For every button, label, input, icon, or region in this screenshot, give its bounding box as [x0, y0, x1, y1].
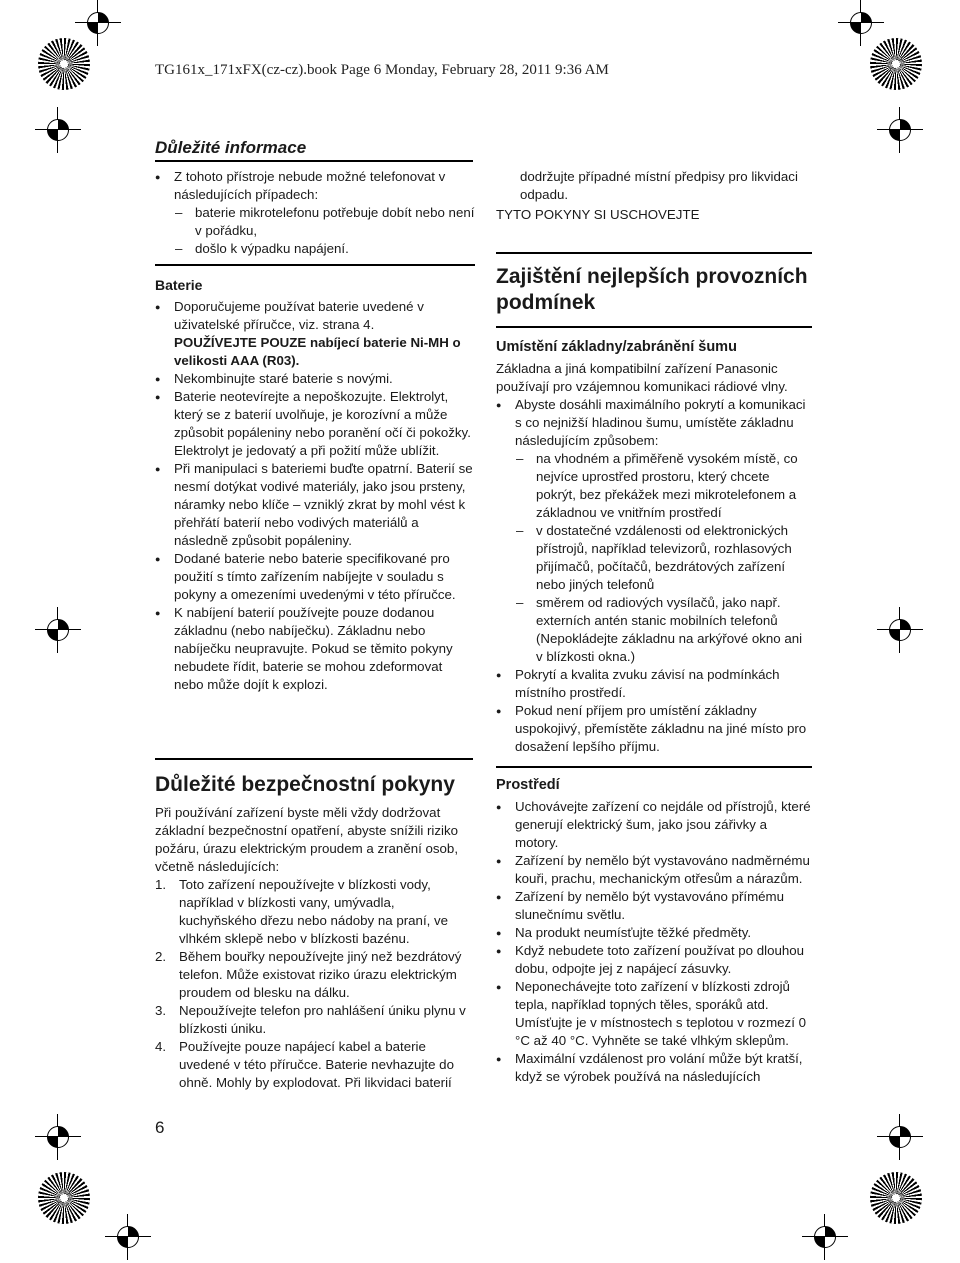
left-column — [155, 168, 475, 694]
list-item: ● Zařízení by nemělo být vystavováno přímému slunečnímu světlu. — [496, 888, 812, 924]
item-number: 3. — [155, 1003, 167, 1018]
item-text: Během bouřky nepoužívejte jiný než bezdrátový telefon. Může existovat riziko úrazu elektrickým proudem od blesku na dálku. — [179, 949, 462, 1000]
list-item: POUŽÍVEJTE POUZE nabíjecí baterie Ni-MH o velikosti AAA (R03). — [174, 335, 461, 368]
list-item: ● Při manipulaci s bateriemi buďte opatrní. Baterií se nesmí dotýkat vodivé materiály, jako jsou prsteny, náramky nebo klíče – vzniklý zkrat by mohl vést k přehřátí baterií nebo vodivých materiálů a následně způsobit popáleniny. — [155, 460, 475, 550]
registration-mark-icon — [113, 1222, 143, 1252]
safety-heading: Důležité bezpečnostní pokyny — [155, 773, 455, 796]
environment-heading: Prostředí — [496, 777, 560, 793]
color-star-target-icon — [38, 38, 90, 90]
registration-mark-icon — [885, 115, 915, 145]
registration-mark-icon — [43, 615, 73, 645]
list-item — [155, 948, 475, 1002]
item-text: Nepoužívejte telefon pro nahlášení úniku plynu v blízkosti úniku. — [179, 1003, 466, 1036]
battery-heading: Baterie — [155, 277, 203, 293]
list-item: ● Pokrytí a kvalita zvuku závisí na podmínkách místního prostředí. — [496, 666, 812, 702]
section-rule — [155, 758, 473, 760]
registration-mark-icon — [846, 8, 876, 38]
section-rule — [496, 326, 812, 328]
list-item: ● Na produkt neumísťujte těžké předměty. — [496, 924, 812, 942]
item-text: Používejte pouze napájecí kabel a baterie uvedené v této příručce. Baterie nevhazujte do ohně. Mohly by explodovat. Při likvidaci baterií — [179, 1039, 454, 1090]
list-item: – směrem od radiových vysílačů, jako např. externích antén stanic mobilních telefonů (Nepokládejte základnu na arkýřové okno ani v blízkosti okna.) — [496, 594, 812, 666]
item-number: 1. — [155, 877, 167, 892]
list-item: – došlo k výpadku napájení. — [155, 240, 475, 258]
registration-mark-icon — [43, 115, 73, 145]
list-item: ● Když nebudete toto zařízení používat po dlouhou dobu, odpojte jej z napájecí zásuvky. — [496, 942, 812, 978]
color-star-target-icon — [38, 1172, 90, 1224]
registration-mark-icon — [885, 1122, 915, 1152]
list-item: ● Zařízení by nemělo být vystavováno nadměrnému kouři, prachu, mechanickým otřesům a nárazům. — [496, 852, 812, 888]
list-item: – v dostatečné vzdálenosti od elektronických přístrojů, například televizorů, rozhlasových přijímačů, počítačů, bezdrátových zařízení nebo jiných telefonů — [496, 522, 812, 594]
list-item — [155, 1038, 475, 1092]
list-item: ● Maximální vzdálenost pro volání může být kratší, když se výrobek používá na následujících — [496, 1050, 812, 1086]
divider — [155, 264, 475, 266]
registration-mark-icon — [810, 1222, 840, 1252]
list-item: – na vhodném a přiměřeně vysokém místě, co nejvíce uprostřed prostoru, který chcete pokrýt, bez překážek mezi mikrotelefonem a základnou ve vnitřním prostředí — [496, 450, 812, 522]
item-number: 2. — [155, 949, 167, 964]
item-number: 4. — [155, 1039, 167, 1054]
section-rule — [155, 160, 473, 162]
safety-section — [155, 772, 475, 1092]
list-item: – baterie mikrotelefonu potřebuje dobít nebo není v pořádku, — [155, 204, 475, 240]
safety-intro: Při používání zařízení byste měli vždy dodržovat základní bezpečnostní opatření, abyste snížili riziko požáru, úrazu elektrickým proudem a zranění osob, včetně následujících: — [155, 805, 459, 874]
list-item: ● Abyste dosáhli maximálního pokrytí a komunikaci s co nejnižší hladinou šumu, umístěte základnu následujícím způsobem: — [496, 396, 812, 450]
list-item: ● Nekombinujte staré baterie s novými. — [155, 370, 475, 388]
list-item — [155, 876, 475, 948]
keep-instructions: TYTO POKYNY SI USCHOVEJTE — [496, 207, 700, 222]
page-number: 6 — [155, 1118, 165, 1137]
list-item — [155, 1002, 475, 1038]
section-title-important: Důležité informace — [155, 138, 307, 157]
list-item: ● Uchovávejte zařízení co nejdále od přístrojů, které generují elektrický šum, jako jsou zářivky a motory. — [496, 798, 812, 852]
color-star-target-icon — [870, 1172, 922, 1224]
registration-mark-icon — [83, 8, 113, 38]
list-item: ● Dodané baterie nebo baterie specifikované pro použití s tímto zařízením nabíjejte v souladu s pokyny a omezeními uvedenými v této příručce. — [155, 550, 475, 604]
continuation-text: dodržujte případné místní předpisy pro likvidaci odpadu. — [520, 169, 798, 202]
operating-conditions-heading: Zajištění nejlepších provozních podmínek — [496, 265, 808, 314]
section-rule — [496, 766, 812, 768]
item-text: Toto zařízení nepoužívejte v blízkosti vody, například v blízkosti vany, umývadla, kuchyňského dřezu nebo nádoby na praní, ve vlhkém sklepě nebo v blízkosti bazénu. — [179, 877, 449, 946]
color-star-target-icon — [870, 38, 922, 90]
section-rule — [496, 252, 812, 254]
registration-mark-icon — [885, 615, 915, 645]
list-item: ● K nabíjení baterií používejte pouze dodanou základnu (nebo nabíječku). Základnu nebo nabíječku neupravujte. Pokud se těmito pokyny nebudete řídit, baterie se mohou zdeformovat nebo může dojít k explozi. — [155, 604, 475, 694]
placement-heading: Umístění základny/zabránění šumu — [496, 339, 737, 355]
print-header: TG161x_171xFX(cz-cz).book Page 6 Monday, February 28, 2011 9:36 AM — [155, 62, 609, 78]
list-item: ● Baterie neotevírejte a nepoškozujte. Elektrolyt, který se z baterií uvolňuje, je korozívní a může způsobit popáleniny nebo poranění očí či pokožky. Elektrolyt je jedovatý a při požití může ublížit. — [155, 388, 475, 460]
right-column — [496, 168, 812, 1086]
list-item: ● Neponechávejte toto zařízení v blízkosti zdrojů tepla, například topných těles, sporáků atd. Umísťujte je v místnostech s teplotou v rozmezí 0 °C až 40 °C. Vyhněte se také vlhkým sklepům. — [496, 978, 812, 1050]
placement-intro: Základna a jiná kompatibilní zařízení Panasonic používají pro vzájemnou komunikaci rádiové vlny. — [496, 361, 788, 394]
list-item: ● Pokud není příjem pro umístění základny uspokojivý, přemístěte základnu na jiné místo pro dosažení lepšího příjmu. — [496, 702, 812, 756]
registration-mark-icon — [43, 1122, 73, 1152]
list-item: ● Z tohoto přístroje nebude možné telefonovat v následujících případech: — [155, 168, 475, 204]
list-item: ● Doporučujeme používat baterie uvedené v uživatelské příručce, viz. strana 4. — [155, 298, 475, 334]
